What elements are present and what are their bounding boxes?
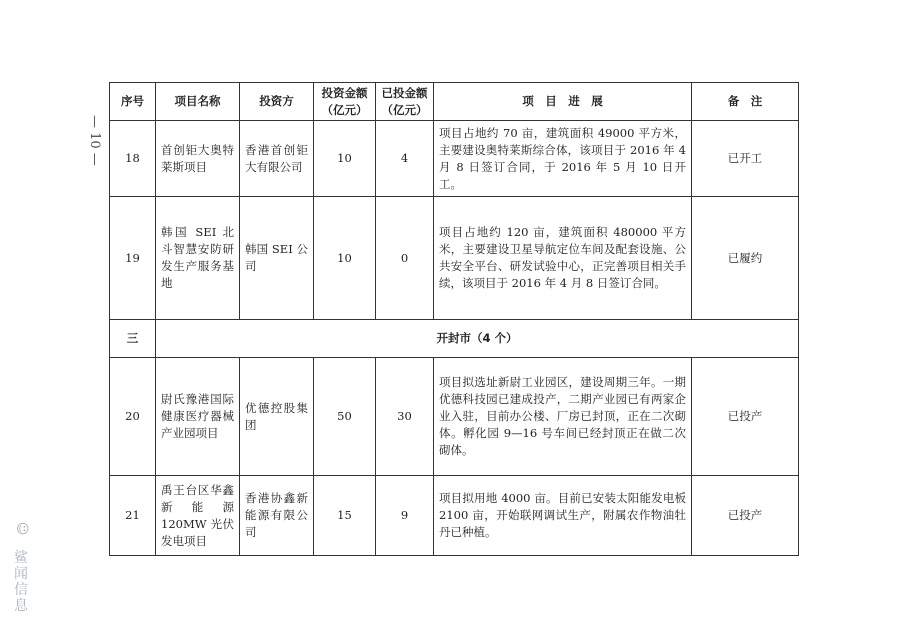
row-seq: 21 — [110, 476, 156, 556]
header-seq: 序号 — [110, 83, 156, 121]
row-investor: 香港协鑫新能源有限公司 — [240, 476, 314, 556]
row-amount: 10 — [314, 197, 376, 320]
row-seq: 20 — [110, 358, 156, 476]
section-row — [110, 320, 799, 358]
row-invested: 4 — [376, 121, 434, 197]
row-name: 韩国 SEI 北斗智慧安防研发生产服务基地 — [156, 197, 240, 320]
project-table — [109, 82, 799, 556]
table-row — [110, 197, 799, 320]
row-invested: 30 — [376, 358, 434, 476]
row-progress: 项目拟用地 4000 亩。目前已安装太阳能发电板 2100 亩，开始联网调试生产，附属农作物油牡丹已种植。 — [434, 476, 692, 556]
row-invested: 0 — [376, 197, 434, 320]
table-row — [110, 358, 799, 476]
row-progress: 项目占地约 120 亩，建筑面积 480000 平方米，主要建设卫星导航定位车间及配套设施、公共安全平台、研发试验中心，正完善项目相关手续，该项目于 2016 年 4 月 8 日签订合同。 — [434, 197, 692, 320]
watermark-text: 鲨闻信息 — [12, 549, 28, 614]
row-name: 首创钜大奥特莱斯项目 — [156, 121, 240, 197]
header-invested: 已投金额（亿元） — [376, 83, 434, 121]
row-progress: 项目拟选址新尉工业园区，建设周期三年。一期优德科技园已建成投产，二期产业园已有两家企业入驻，目前办公楼、厂房已封顶，正在二次砌体。孵化园 9—16 号车间已经封顶正在做二次砌体。 — [434, 358, 692, 476]
row-investor: 香港首创钜大有限公司 — [240, 121, 314, 197]
header-investor: 投资方 — [240, 83, 314, 121]
header-remark: 备 注 — [692, 83, 799, 121]
row-name: 禹王台区华鑫新能源 120MW 光伏发电项目 — [156, 476, 240, 556]
row-remark: 已投产 — [692, 476, 799, 556]
row-amount: 10 — [314, 121, 376, 197]
section-title: 开封市（4 个） — [156, 320, 799, 358]
header-progress: 项 目 进 展 — [434, 83, 692, 121]
header-amount: 投资金额（亿元） — [314, 83, 376, 121]
row-invested: 9 — [376, 476, 434, 556]
row-remark: 已开工 — [692, 121, 799, 197]
table-row — [110, 476, 799, 556]
row-remark: 已投产 — [692, 358, 799, 476]
row-seq: 19 — [110, 197, 156, 320]
table-header-row — [110, 83, 799, 121]
row-remark: 已履约 — [692, 197, 799, 320]
row-seq: 18 — [110, 121, 156, 197]
row-progress: 项目占地约 70 亩，建筑面积 49000 平方米，主要建设奥特莱斯综合体，该项目于 2016 年 4 月 8 日签订合同，于 2016 年 5 月 10 日开工。 — [434, 121, 692, 197]
table-row — [110, 121, 799, 197]
section-index: 三 — [110, 320, 156, 358]
row-investor: 韩国 SEI 公司 — [240, 197, 314, 320]
row-amount: 15 — [314, 476, 376, 556]
watermark — [6, 520, 30, 630]
row-amount: 50 — [314, 358, 376, 476]
watermark-logo-icon: ☺ — [12, 521, 29, 536]
row-name: 尉氏豫港国际健康医疗器械产业园项目 — [156, 358, 240, 476]
row-investor: 优德控股集团 — [240, 358, 314, 476]
header-name: 项目名称 — [156, 83, 240, 121]
page-number: — 10 — — [87, 114, 102, 166]
